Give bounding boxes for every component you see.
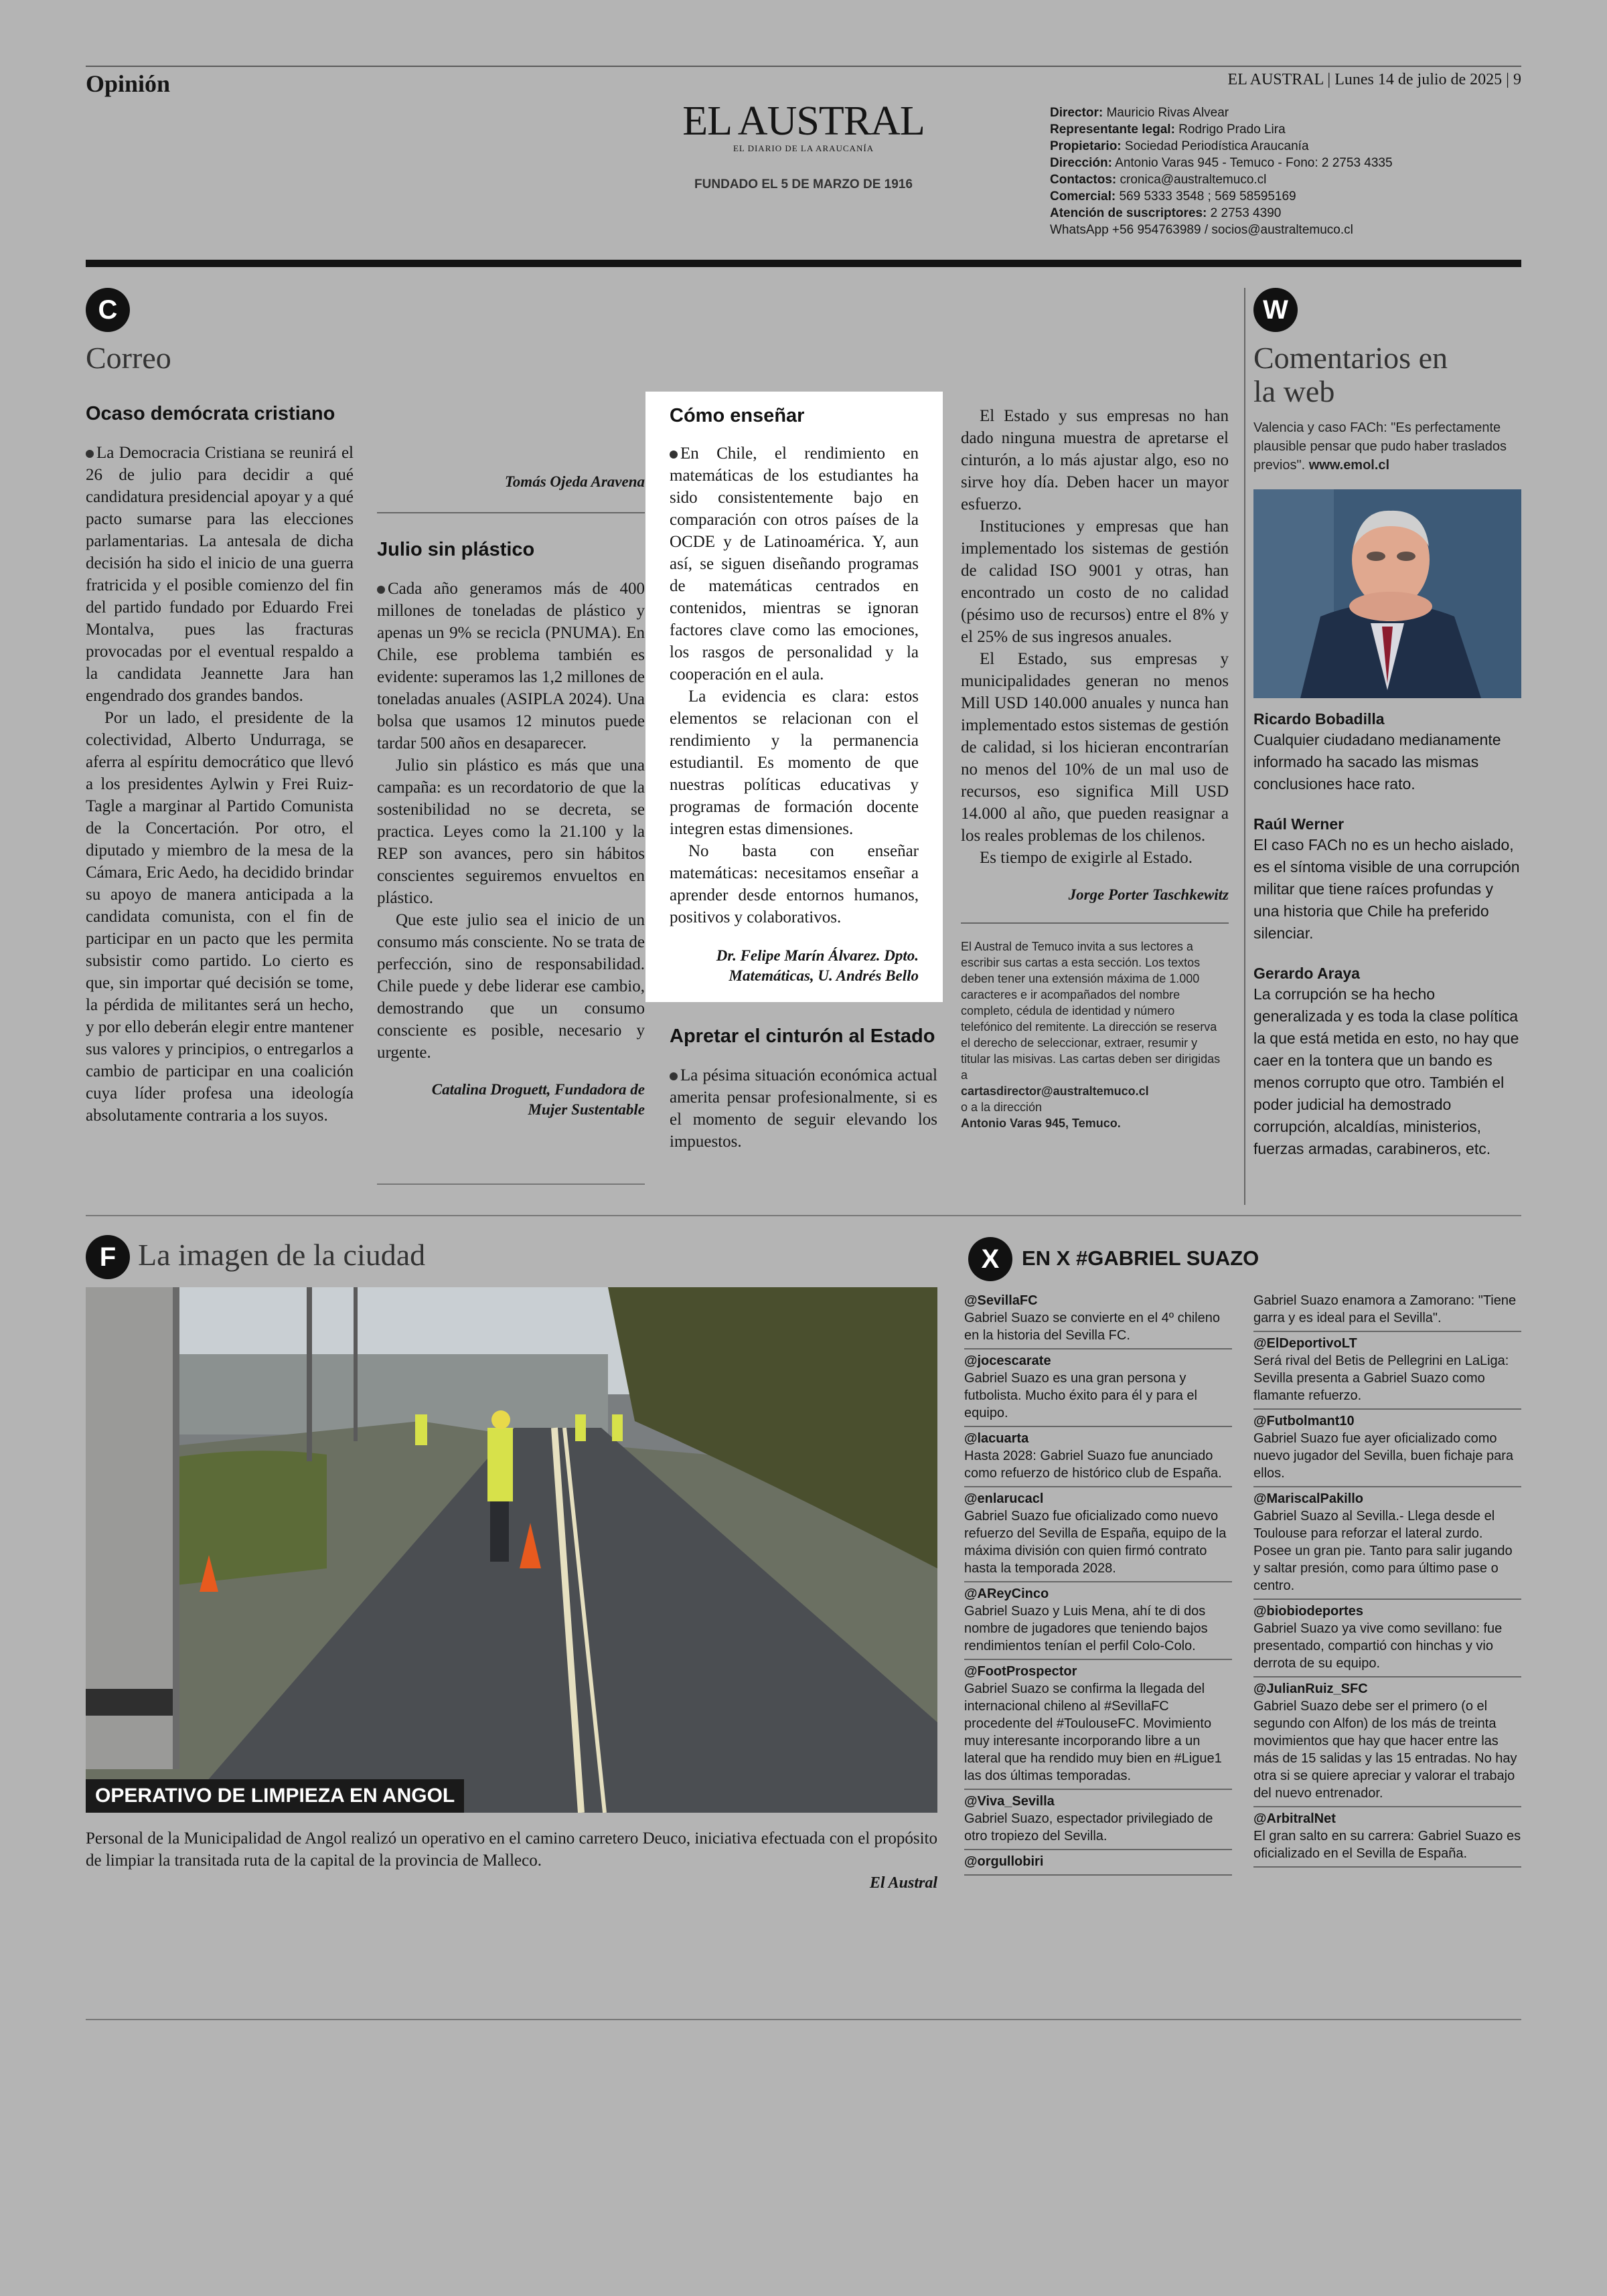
x-handle[interactable]: @biobiodeportes: [1253, 1604, 1363, 1619]
x-badge: X: [968, 1237, 1012, 1281]
letter-4-signature: Jorge Porter Taschkewitz: [1068, 886, 1229, 903]
x-post: [1253, 1332, 1521, 1410]
x-post: [1253, 1289, 1521, 1332]
staff-value: Antonio Varas 945 - Temuco - Fono: 2 2753 4335: [1112, 156, 1393, 170]
photo-caption: Personal de la Municipalidad de Angol realizó un operativo en el camino carretero Deuco, iniciativa efectuada con el propósito de limpiar la transitada ruta de la capital de la provincia de Malleco.: [86, 1829, 937, 1870]
letter-2-paragraph: Cada año generamos más de 400 millones de toneladas de plástico y apenas un 9% se recicla (PNUMA). En Chile, ese problema también es evidente: superamos las 1,2 millones de toneladas anuales (ASIPLA 2024). Una bolsa que usamos 12 minutos puede tardar 500 años en desaparecer.: [377, 580, 645, 752]
x-feed-col-1: [964, 1289, 1232, 1876]
intro-site[interactable]: www.emol.cl: [1308, 458, 1390, 473]
x-feed-col-2: [1253, 1289, 1521, 1868]
bullet-icon: [377, 586, 385, 594]
letter-4-paragraph: Es tiempo de exigirle al Estado.: [980, 849, 1193, 867]
staff-value: cronica@australtemuco.cl: [1116, 173, 1267, 187]
letter-2-body: [377, 578, 645, 1064]
x-post: [964, 1289, 1232, 1349]
staff-line: [1050, 138, 1393, 155]
letter-2-title: Julio sin plástico: [377, 539, 535, 560]
x-handle[interactable]: @Viva_Sevilla: [964, 1794, 1055, 1809]
staff-value: Sociedad Periodística Araucanía: [1121, 139, 1309, 153]
comment-author: Raúl Werner: [1253, 815, 1345, 833]
letter-3-paragraph: En Chile, el rendimiento en matemáticas de los estudiantes ha sido consistentemente bajo en comparación con otros países de la OCDE y de Latinoamérica. Y, aun así, se siguen diseñando programas de matemáticas centrados en contenidos, mientras se ignoran factores clave como las emociones, los rasgos de personalidad y la cooperación en el aula.: [670, 444, 919, 683]
x-handle[interactable]: @ArbitralNet: [1253, 1811, 1336, 1826]
x-post-text: Gabriel Suazo al Sevilla.- Llega desde el Toulouse para reforzar el lateral zurdo. Posee un gran pie. Tanto para salir jugando y saltar presión, como para último pase o centro.: [1253, 1509, 1513, 1593]
correo-badge: C: [86, 288, 130, 332]
x-post-text: Gabriel Suazo debe ser el primero (o el segundo con Alfon) de los más de treinta movimientos que hay que hacer entre las más de 15 salidas y las 15 entradas. No hay otra si se quiere apreciar y valorar el trabajo del nuevo entrenador.: [1253, 1699, 1517, 1801]
imagen-badge: F: [86, 1235, 130, 1279]
x-handle[interactable]: @ElDeportivoLT: [1253, 1336, 1357, 1351]
letter-1-body: [86, 442, 354, 1212]
staff-label: Dirección:: [1050, 156, 1112, 170]
divider: [961, 922, 1229, 924]
comment-item: [1253, 709, 1521, 795]
photo-credit: El Austral: [869, 1874, 937, 1892]
x-handle[interactable]: @jocescarate: [964, 1354, 1051, 1368]
staff-line: [1050, 155, 1393, 171]
letter-4-body-start: [670, 1064, 937, 1153]
comment-text: La corrupción se ha hecho generalizada y es toda la clase política la que está metida en esto, no hay que caer en la tontera que un bando es menos corrupto que otro. También el poder judicial ha demostrado corrupción, alcaldías, ministerios, fuerzas armadas, carabineros, etc.: [1253, 985, 1519, 1157]
letter-3-title: Cómo enseñar: [670, 405, 805, 426]
logo-subtitle: EL DIARIO DE LA ARAUCANÍA: [733, 143, 874, 153]
staff-label: Propietario:: [1050, 139, 1122, 153]
header-thick-rule: [86, 260, 1521, 267]
x-feed-title: EN X #GABRIEL SUAZO: [1022, 1246, 1259, 1270]
staff-value: Mauricio Rivas Alvear: [1103, 106, 1229, 120]
comment-text: Cualquier ciudadano medianamente informado ha sacado las mismas conclusiones hace rato.: [1253, 731, 1501, 793]
comentarios-title: Comentarios en la web: [1253, 341, 1448, 408]
x-post-text: Gabriel Suazo se convierte en el 4º chileno en la historia del Sevilla FC.: [964, 1311, 1220, 1343]
x-post-text: Gabriel Suazo enamora a Zamorano: "Tiene garra y es ideal para el Sevilla".: [1253, 1293, 1517, 1325]
letter-1-column: [86, 402, 354, 1212]
letter-3-signature: Dr. Felipe Marín Álvarez. Dpto. Matemáticas, U. Andrés Bello: [716, 947, 919, 984]
x-post: [964, 1349, 1232, 1427]
comment-item: [1253, 814, 1521, 945]
x-handle[interactable]: @enlarucacl: [964, 1491, 1044, 1506]
divider: [377, 512, 645, 513]
staff-label: Representante legal:: [1050, 122, 1175, 137]
section-label: Opinión: [86, 70, 171, 97]
staff-label: Atención de suscriptores:: [1050, 206, 1207, 220]
staff-value: Rodrigo Prado Lira: [1174, 122, 1286, 137]
x-post-text: Hasta 2028: Gabriel Suazo fue anunciado como refuerzo de histórico club de España.: [964, 1449, 1222, 1481]
highlight-letter-box: [645, 392, 943, 1002]
letter-3-paragraph: La evidencia es clara: estos elementos se relacionan con el rendimiento y la permanencia estudiantil. Es momento de que nuestras políticas educativas y programas de formación docente integren estas dimensiones.: [670, 687, 919, 838]
comentarios-intro: Valencia y caso FACh: "Es perfectamente plausible pensar que pudo haber traslados previos". www.emol.cl: [1253, 420, 1507, 473]
comment-author: Gerardo Araya: [1253, 965, 1360, 982]
x-post: [964, 1850, 1232, 1876]
x-post-text: Gabriel Suazo, espectador privilegiado de otro tropiezo del Sevilla.: [964, 1811, 1213, 1843]
x-post: [964, 1660, 1232, 1790]
x-post: [1253, 1600, 1521, 1677]
notice-or: o a la dirección: [961, 1100, 1043, 1114]
man-portrait-illustration: [1253, 489, 1521, 698]
x-handle[interactable]: @SevillaFC: [964, 1293, 1038, 1308]
letter-2-signature: Catalina Droguett, Fundadora de Mujer Sustentable: [431, 1081, 645, 1118]
letter-3-body: [670, 442, 919, 928]
letter-4-column: [961, 405, 1229, 1131]
x-handle[interactable]: @JulianRuiz_SFC: [1253, 1682, 1368, 1696]
bullet-icon: [86, 450, 94, 458]
letter-4-paragraph: El Estado, sus empresas y municipalidades generan no menos Mill USD 140.000 anuales y nunca han implementado estos sistemas de gestión de calidad, si los hicieran encontrarían no menos del 10% de un mal uso de recursos, eso significa Mill USD 14.000 al año, que pueden reasignar a los reales problemas de los chilenos.: [961, 650, 1229, 845]
road-cleaning-photo: [86, 1287, 937, 1813]
letter-1-paragraph: La Democracia Cristiana se reunirá el 26 de julio para decidir a qué candidatura presidencial apoyar y a qué pacto sumarse para las elecciones parlamentarias. La antesala de dicha decisión ha sido el inicio de una guerra fratricida y el posible comienzo del fin del partido fundado por Eduardo Frei Montalva, pues las fracturas provocadas por el eventual respaldo a la candidata Jeannette Jara han engendrado dos grandes bandos.: [86, 444, 354, 705]
letter-1-paragraph: Por un lado, el presidente de la colectividad, Alberto Undurraga, se aferra al espíritu democrático que llevó a los presidentes Aylwin y Frei Ruiz-Tagle a marginar al Partido Comunista de la Concertación. Por otro, el diputado y miembro de la mesa de la Cámara, Eric Aedo, ha decidido brindar su apoyo de manera anticipada a la candidata comunista, con el fin de participar en un pacto que les permita subsistir como partido. Lo cierto es que, sin importar qué decisión se tome, la pérdida de militantes será un hecho, y por ello deberán elegir entre mantener sus valores y principios, o entregarlos a cambio de participar en una coalición cuya líder profesa una ideología absolutamente contraria a los suyos.: [86, 709, 354, 1125]
founded-text: FUNDADO EL 5 DE MARZO DE 1916: [694, 177, 913, 191]
staff-value: 2 2753 4390: [1207, 206, 1282, 220]
x-post-text: Gabriel Suazo ya vive como sevillano: fue presentado, compartió con hinchas y vio derrota de su equipo.: [1253, 1621, 1503, 1671]
letter-1-signature: Tomás Ojeda Aravena: [504, 473, 645, 490]
letter-4-paragraph: Instituciones y empresas que han implementado los sistemas de gestión de calidad ISO 9001 y otras, han encontrado un costo de no calidad (pésimo uso de recursos) entre el 8% y el 25% de sus ingresos anuales.: [961, 517, 1229, 646]
staff-value: WhatsApp +56 954763989 / socios@australtemuco.cl: [1050, 223, 1353, 237]
letter-4-paragraph: La pésima situación económica actual amerita pensar profesionalmente, si es el momento de seguir elevando los impuestos.: [670, 1066, 937, 1151]
x-post: [1253, 1410, 1521, 1487]
notice-address: Antonio Varas 945, Temuco.: [961, 1117, 1121, 1130]
letter-2-paragraph: Que este julio sea el inicio de un consumo más consciente. No se trata de perfección, sino de responsabilidad. Chile puede y debe liderar ese cambio, demostrando que un consumo consciente es posible, necesario y urgente.: [377, 911, 645, 1062]
bullet-icon: [670, 450, 678, 459]
correo-title: Correo: [86, 341, 171, 375]
comment-list: [1253, 709, 1521, 1160]
comentarios-column: [1253, 418, 1521, 1179]
letters-notice: El Austral de Temuco invita a sus lectores a escribir sus cartas a esta sección. Los textos deben tener una extensión máxima de 1.000 caracteres e ir acompañados del nombre completo, cédula de identidad y número telefónico del remitente. La dirección se reserva el derecho de seleccionar, extraer, resumir y titular las misivas. Las cartas deben ser dirigidas a cartasdirector@australtemuco.cl o a la dirección Antonio Varas 945, Temuco.: [961, 938, 1229, 1131]
comment-text: El caso FACh no es un hecho aislado, es el síntoma visible de una corrupción militar que tiene raíces profundas y una historia que Chile ha preferido silenciar.: [1253, 836, 1520, 942]
x-post-text: Gabriel Suazo es una gran persona y futbolista. Mucho éxito para él y para el equipo.: [964, 1371, 1197, 1420]
x-post-text: Gabriel Suazo fue oficializado como nuevo refuerzo del Sevilla de España, equipo de la máxima división con quien firmó contrato hasta la temporada 2028.: [964, 1509, 1227, 1576]
x-post: [964, 1487, 1232, 1582]
letter-2-column: [377, 402, 645, 1120]
staff-value: 569 5333 3548 ; 569 58595169: [1116, 189, 1296, 203]
photo-label: OPERATIVO DE LIMPIEZA EN ANGOL: [86, 1779, 464, 1813]
x-post: [1253, 1677, 1521, 1807]
commentary-photo: [1253, 489, 1521, 698]
letter-3-paragraph: No basta con enseñar matemáticas: necesitamos enseñar a aprender desde entornos humanos, positivos y colaborativos.: [670, 842, 919, 926]
letter-4-body-cont: [961, 405, 1229, 869]
staff-line: [1050, 171, 1393, 188]
comentarios-badge: W: [1253, 288, 1298, 332]
x-post-text: Será rival del Betis de Pellegrini en LaLiga: Sevilla presenta a Gabriel Suazo como flamante refuerzo.: [1253, 1354, 1509, 1403]
x-post-text: El gran salto en su carrera: Gabriel Suazo es oficializado en el Sevilla de España.: [1253, 1829, 1521, 1861]
imagen-title: La imagen de la ciudad: [138, 1238, 426, 1272]
x-post-text: Gabriel Suazo y Luis Mena, ahí te di dos nombre de jugadores que teniendo bajos rendimientos tenían el perfil Colo-Colo.: [964, 1604, 1208, 1653]
staff-label: Contactos:: [1050, 173, 1117, 187]
notice-email[interactable]: cartasdirector@australtemuco.cl: [961, 1084, 1149, 1098]
staff-box: [1050, 104, 1393, 238]
x-post: [1253, 1807, 1521, 1868]
x-handle[interactable]: @lacuarta: [964, 1431, 1029, 1446]
page-folio: EL AUSTRAL | Lunes 14 de julio de 2025 | 9: [1227, 71, 1521, 88]
x-handle[interactable]: @AReyCinco: [964, 1586, 1049, 1601]
x-handle[interactable]: @Futbolmant10: [1253, 1414, 1355, 1428]
x-post: [964, 1427, 1232, 1487]
comment-author: Ricardo Bobadilla: [1253, 710, 1385, 728]
bullet-icon: [670, 1072, 678, 1080]
x-post-text: Gabriel Suazo fue ayer oficializado como nuevo jugador del Sevilla, buen fichaje para ellos.: [1253, 1431, 1514, 1481]
logo-text: EL AUSTRAL: [682, 98, 925, 144]
letter-4-title: Apretar el cinturón al Estado: [670, 1026, 935, 1047]
letter-4-paragraph: El Estado y sus empresas no han dado ninguna muestra de apretarse el cinturón, a lo más ajustar algo, eso no sirve hoy día. Deben hacer un mayor esfuerzo.: [961, 407, 1229, 513]
x-handle[interactable]: @MariscalPakillo: [1253, 1491, 1364, 1506]
staff-line: [1050, 222, 1393, 238]
staff-line: [1050, 121, 1393, 138]
masthead-logo: [670, 100, 937, 154]
letter-2-paragraph: Julio sin plástico es más que una campaña: es un recordatorio de que la sostenibilidad no se decreta, se practica. Leyes como la 21.100 y la REP son avances, pero sin hábitos conscientes seguiremos envueltos en plástico.: [377, 756, 645, 907]
staff-label: Comercial:: [1050, 189, 1116, 203]
x-handle[interactable]: @FootProspector: [964, 1664, 1077, 1679]
staff-line: [1050, 188, 1393, 205]
x-post: [964, 1790, 1232, 1850]
city-photo: [86, 1287, 937, 1813]
x-post: [964, 1582, 1232, 1660]
x-post-text: Gabriel Suazo se confirma la llegada del internacional chileno al #SevillaFC procedente del #ToulouseFC. Movimiento muy interesante incorporando libre a un lateral que ha rendido muy bien en #Ligue1 las dos últimas temporadas.: [964, 1682, 1222, 1783]
letter-1-title: Ocaso demócrata cristiano: [86, 403, 335, 424]
letter-4-start: [670, 1024, 937, 1153]
staff-line: [1050, 104, 1393, 121]
staff-line: [1050, 205, 1393, 222]
x-post: [1253, 1487, 1521, 1600]
staff-label: Director:: [1050, 106, 1103, 120]
x-handle[interactable]: @orgullobiri: [964, 1854, 1044, 1869]
comment-item: [1253, 963, 1521, 1160]
